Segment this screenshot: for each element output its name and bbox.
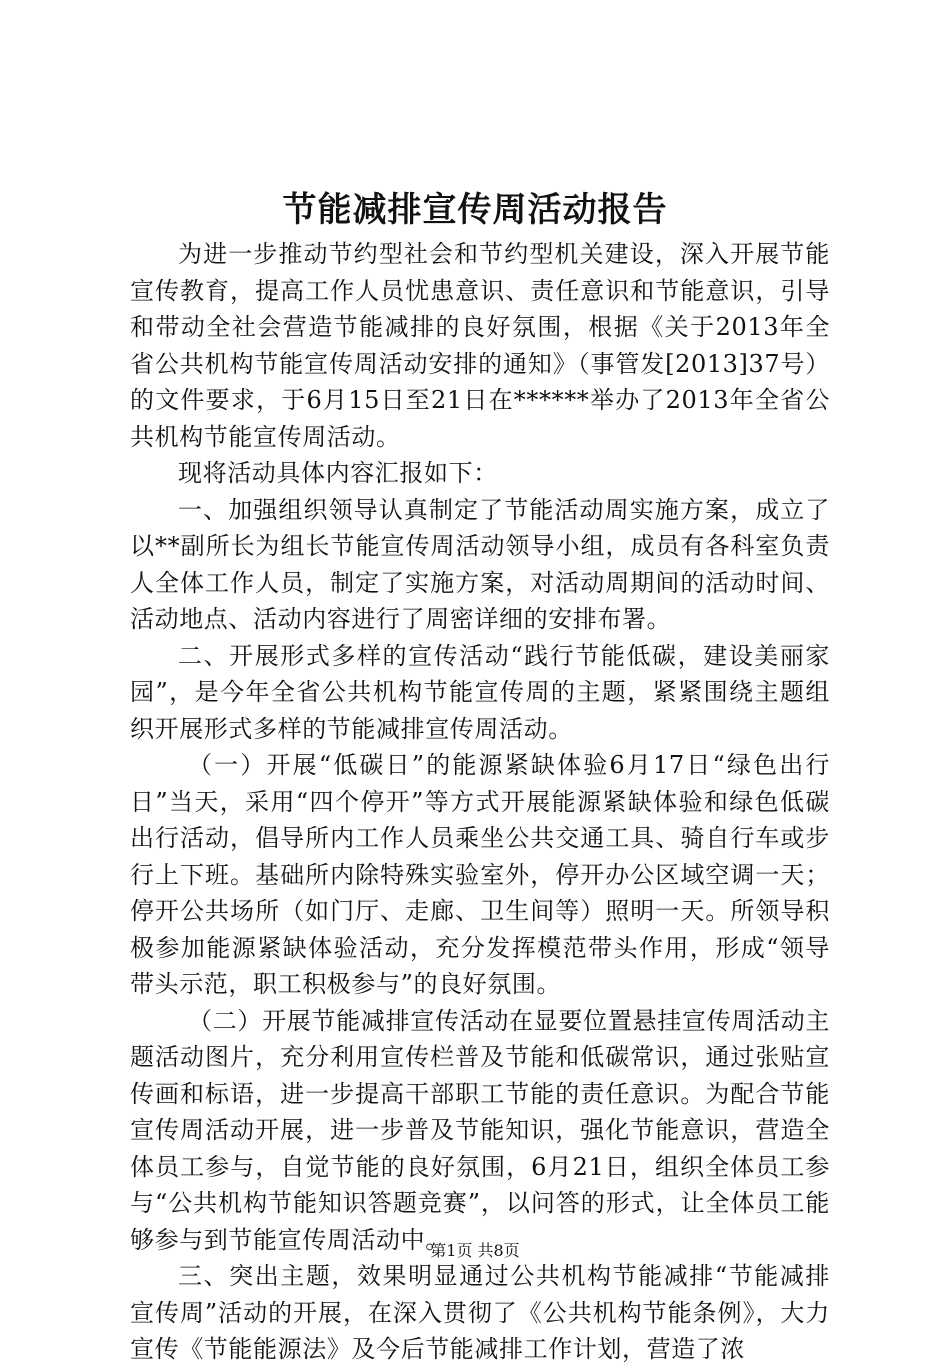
page-number-footer: 第1页 共8页 — [430, 1241, 520, 1260]
paragraph-section-2-item-1: （一）开展“低碳日”的能源紧缺体验6月17日“绿色出行日”当天，采用“四个停开”等方式开展能源紧缺体验和绿色低碳出行活动，倡导所内工作人员乘坐公共交通工具、骑自行车或步行上下班。基础所内除特殊实验室外，停开办公区域空调一天；停开公共场所（如门厅、走廊、卫生间等）照明一天。所领导积极参加能源紧缺体验活动，充分发挥模范带头作用，形成“领导带头示范，职工积极参与”的良好氛围。 — [130, 751, 830, 998]
paragraph-section-2-item-2: （二）开展节能减排宣传活动在显要位置悬挂宣传周活动主题活动图片，充分利用宣传栏普及节能和低碳常识，通过张贴宣传画和标语，进一步提高干部职工节能的责任意识。为配合节能宣传周活动开展，进一步普及节能知识，强化节能意识，营造全体员工参与，自觉节能的良好氛围，6月21日，组织全体员工参与“公共机构节能知识答题竞赛”，以问答的形式，让全体员工能够参与到节能宣传周活动中。 — [130, 1006, 830, 1254]
document-body — [130, 236, 830, 1368]
paragraph-summary-lead: 现将活动具体内容汇报如下： — [178, 459, 498, 487]
paragraph-intro: 为进一步推动节约型社会和节约型机关建设，深入开展节能宣传教育，提高工作人员忧患意识、责任意识和节能意识，引导和带动全社会营造节能减排的良好氛围，根据《关于2013年全省公共机构节能宣传周活动安排的通知》（事管发[2013]37号）的文件要求，于6月15日至21日在******举办了2013年全省公共机构节能宣传周活动。 — [130, 240, 830, 451]
paragraph-section-3: 三、突出主题，效果明显通过公共机构节能减排“节能减排宣传周”活动的开展，在深入贯彻了《公共机构节能条例》，大力宣传《节能能源法》及今后节能减排工作计划，营造了浓 — [130, 1262, 830, 1363]
paragraph-section-2: 二、开展形式多样的宣传活动“践行节能低碳，建设美丽家园”，是今年全省公共机构节能宣传周的主题，紧紧围绕主题组织开展形式多样的节能减排宣传周活动。 — [130, 641, 830, 743]
document-title: 节能减排宣传周活动报告 — [282, 190, 668, 230]
paragraph-section-1: 一、加强组织领导认真制定了节能活动周实施方案，成立了以**副所长为组长节能宣传周活动领导小组，成员有各科室负责人全体工作人员，制定了实施方案，对活动周期间的活动时间、活动地点、活动内容进行了周密详细的安排布署。 — [130, 495, 830, 633]
